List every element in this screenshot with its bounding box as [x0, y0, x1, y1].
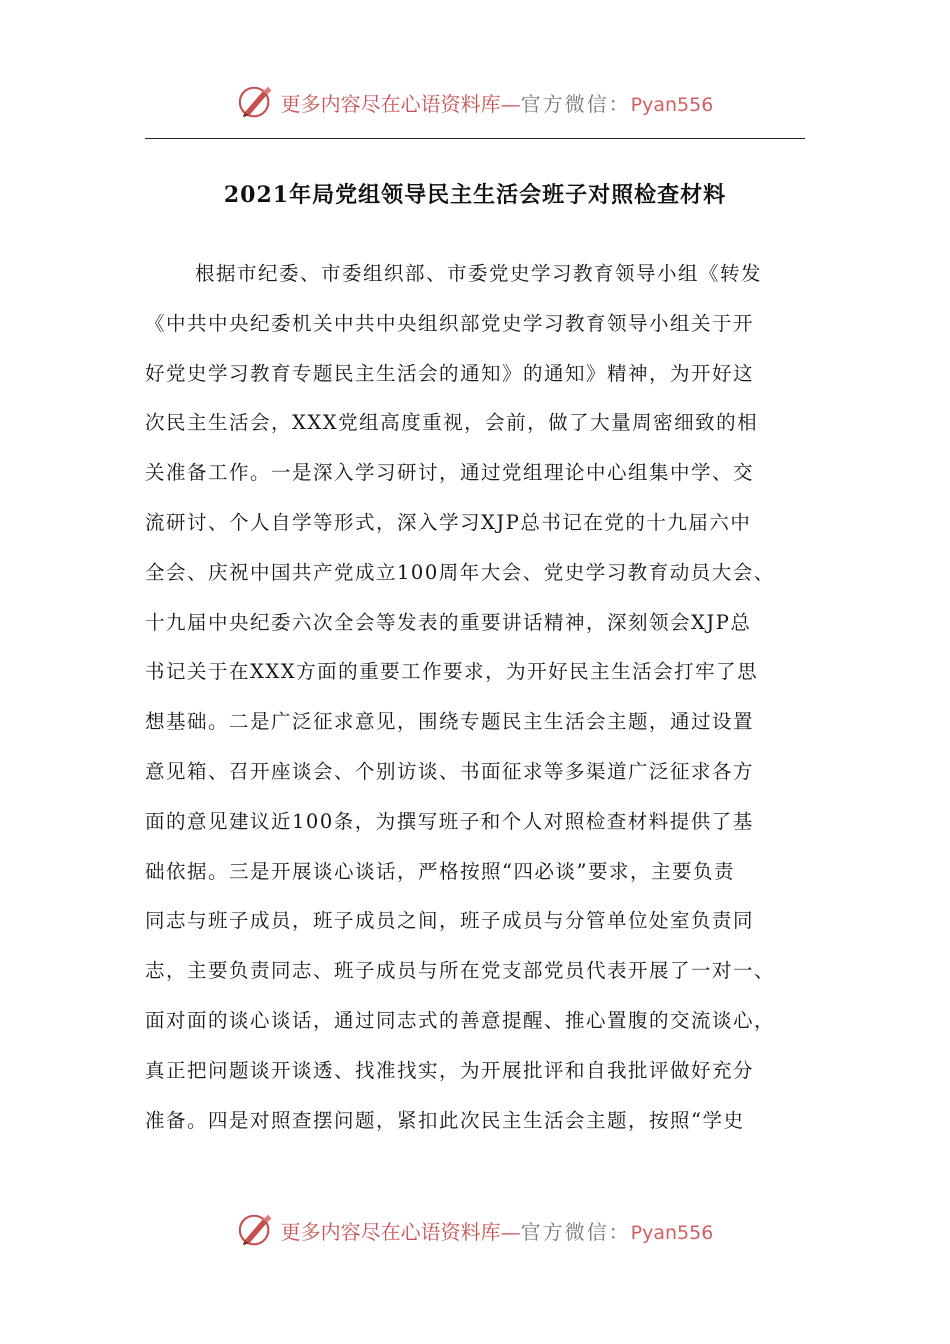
document-body — [145, 249, 805, 1145]
pen-logo-icon — [237, 83, 275, 121]
header-text — [281, 88, 714, 117]
header-main-text: 更多内容尽在心语资料库— — [280, 91, 521, 116]
pen-logo-icon — [237, 1211, 275, 1249]
body-line: 意见箱、召开座谈会、个别访谈、书面征求等多渠道广泛征求各方 — [145, 759, 755, 783]
header-banner — [0, 80, 950, 124]
body-line: 根据市纪委、市委组织部、市委党史学习教育领导小组《转发 — [195, 262, 763, 285]
body-line: 次民主生活会，XXX党组高度重视，会前，做了大量周密细致的相 — [145, 411, 759, 435]
body-line: 流研讨、个人自学等形式，深入学习XJP总书记在党的十九届六中 — [145, 510, 752, 534]
body-line: 关准备工作。一是深入学习研讨，通过党组理论中心组集中学、交 — [145, 461, 755, 485]
footer-wechat-id: Pyan556 — [630, 1221, 714, 1244]
body-line: 志，主要负责同志、班子成员与所在党支部党员代表开展了一对一、 — [145, 959, 776, 983]
body-line: 础依据。三是开展谈心谈话，严格按照“四必谈”要求，主要负责 — [145, 859, 735, 883]
header-divider — [145, 138, 805, 139]
body-line: 想基础。二是广泛征求意见，围绕专题民主生活会主题，通过设置 — [145, 710, 755, 734]
body-line: 真正把问题谈开谈透、找准找实，为开展批评和自我批评做好充分 — [145, 1058, 755, 1082]
footer-banner — [0, 1208, 950, 1252]
body-line: 好党史学习教育专题民主生活会的通知》的通知》精神，为开好这 — [145, 361, 755, 385]
body-line: 十九届中央纪委六次全会等发表的重要讲话精神，深刻领会XJP总 — [145, 610, 752, 634]
document-title: 2021年局党组领导民主生活会班子对照检查材料 — [223, 182, 727, 208]
body-line: 《中共中央纪委机关中共中央组织部党史学习教育领导小组关于开 — [145, 311, 755, 335]
body-line: 准备。四是对照查摆问题，紧扣此次民主生活会主题，按照“学史 — [145, 1108, 745, 1132]
header-wechat-label: 官方微信： — [520, 91, 631, 116]
body-line: 全会、庆祝中国共产党成立100周年大会、党史学习教育动员大会、 — [145, 560, 775, 584]
footer-main-text: 更多内容尽在心语资料库— — [280, 1219, 521, 1244]
body-line: 面对面的谈心谈话，通过同志式的善意提醒、推心置腹的交流谈心， — [145, 1008, 776, 1032]
header-wechat-id: Pyan556 — [630, 93, 714, 116]
body-line: 面的意见建议近100条，为撰写班子和个人对照检查材料提供了基 — [145, 809, 754, 833]
body-line: 书记关于在XXX方面的重要工作要求，为开好民主生活会打牢了思 — [145, 660, 759, 684]
body-line: 同志与班子成员，班子成员之间，班子成员与分管单位处室负责同 — [145, 909, 755, 933]
footer-text — [281, 1216, 714, 1245]
footer-wechat-label: 官方微信： — [520, 1219, 631, 1244]
